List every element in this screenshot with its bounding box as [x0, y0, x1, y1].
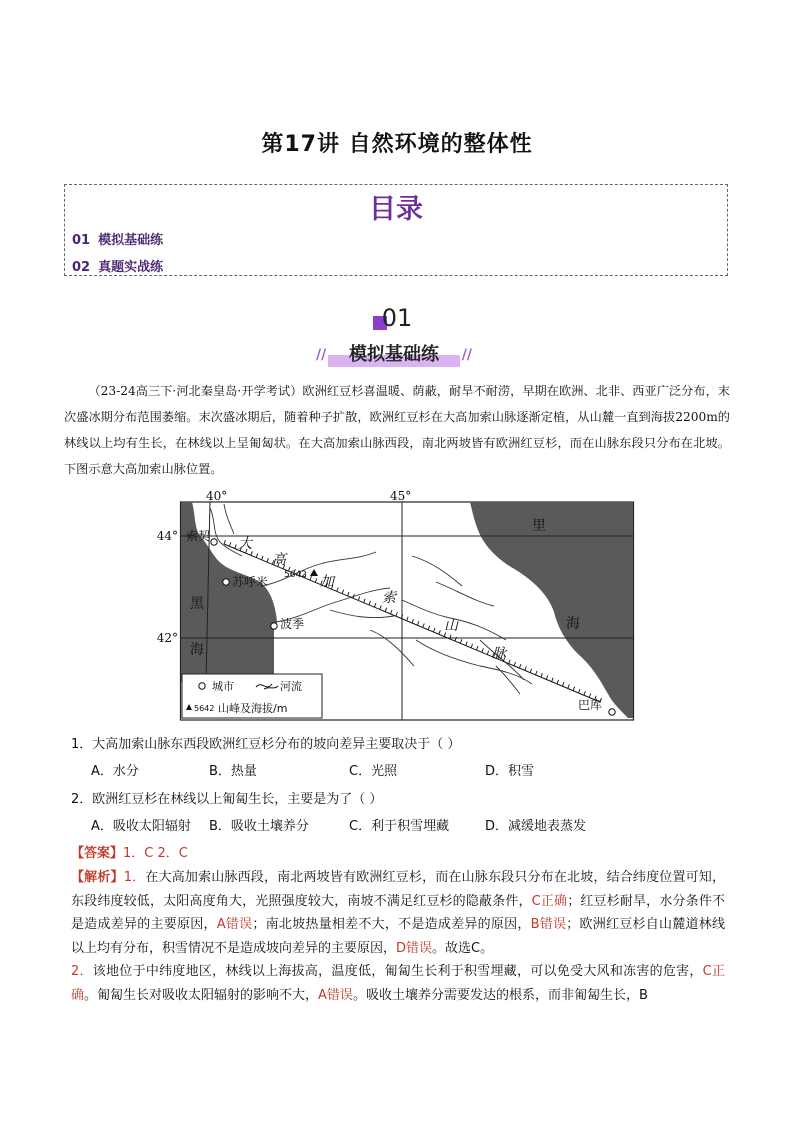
analysis-text: 在大高加索山脉西段，南北两坡皆有欧洲红豆杉，而在山脉东段只分布在北坡，结合纬度位置可知，东段纬度较低，太阳高度角大，光照强度较大，南坡不满足红豆杉的隐蔽条件， [71, 870, 725, 909]
analysis-text: 。故选C。 [432, 940, 494, 956]
analysis-verdict: A错误 [216, 917, 253, 932]
map-legend [182, 674, 322, 718]
range-label-2: 高 [272, 552, 286, 568]
legend-river: 河流 [280, 680, 302, 693]
lat-label-42: 42° [156, 631, 178, 645]
analysis-verdict: C正确 [71, 964, 725, 1003]
answer-line [71, 842, 188, 861]
analysis-block [71, 866, 725, 1007]
caspian-sea-label-2: 海 [566, 616, 580, 632]
toc-item-label: 模拟基础练 [98, 233, 164, 248]
lon-label-40: 40° [206, 489, 228, 503]
analysis-text: ；南北坡热量相差不大，不是造成差异的原因， [252, 917, 531, 932]
analysis-text: 该地位于中纬度地区，林线以上海拔高，温度低，匍匐生长利于积雪埋藏，可以免受大风和冻害的危害， [92, 964, 703, 979]
caspian-sea-label-1: 里 [532, 518, 546, 534]
question-1-option-a[interactable]: A．水分 [91, 764, 139, 779]
lon-label-45: 45° [390, 489, 412, 503]
caucasus-map [156, 489, 634, 722]
black-sea-label-1: 黑 [190, 596, 204, 612]
section-number: 01 [381, 304, 413, 332]
analysis-verdict: D错误 [396, 940, 433, 956]
range-label-6: 脉 [492, 646, 506, 662]
analysis-tag: 【解析】 [71, 870, 124, 885]
section-label: 模拟基础练 [349, 344, 439, 365]
table-of-contents [64, 184, 728, 276]
reading-passage: （23-24高三下·河北秦皇岛·开学考试）欧洲红豆杉喜温暖、荫蔽，耐旱不耐涝，早期在欧洲、北非、西亚广泛分布，末次盛冰期分布范围萎缩。末次盛冰期后，随着种子扩散，欧洲红豆杉在大高加索山脉逐渐定植，从山麓一直到海拔2200m的林线以上均有生长，在林线以上呈匍匐状。在大高加索山脉西段，南北两坡皆有欧洲红豆杉，而在山脉东段只分布在北坡。下图示意大高加索山脉位置。 [64, 384, 730, 476]
peak-label: 5642 [284, 570, 307, 580]
black-sea-label-2: 海 [190, 642, 204, 658]
analysis-verdict: A错误 [318, 987, 353, 1003]
analysis-num-1: 1． [123, 870, 146, 885]
banner-slash-left: // [316, 347, 327, 363]
analysis-text: ；红豆杉耐旱，水分条件不是造成差异的主要原因， [71, 893, 725, 932]
legend-city: 城市 [212, 680, 234, 693]
question-1-option-c[interactable]: C．光照 [349, 764, 398, 779]
city-baku [609, 709, 615, 715]
city-label-sochi: 索契 [186, 529, 211, 543]
toc-item-number: 01 [72, 233, 91, 248]
toc-heading: 目录 [369, 194, 423, 225]
city-sochi [211, 539, 217, 545]
analysis-verdict: B错误 [530, 917, 567, 932]
section-banner [314, 339, 474, 369]
question-2: 2．欧洲红豆杉在林线以上匍匐生长，主要是为了（ ） [71, 792, 383, 807]
question-2-option-b[interactable]: B．吸收土壤养分 [209, 819, 309, 834]
lat-label-44: 44° [156, 529, 178, 543]
analysis-num-2: 2． [71, 964, 93, 979]
range-label-4: 索 [382, 590, 396, 606]
analysis-verdict: C正确 [531, 893, 568, 909]
analysis-text: 。吸收土壤养分需要发达的根系，而非匍匐生长，B [352, 987, 648, 1003]
city-sukhumi [223, 579, 229, 585]
toc-item-real-exam[interactable] [72, 256, 163, 275]
analysis-text: ；欧洲红豆杉自山麓道林线以上均有分布，积雪情况不是造成坡向差异的主要原因， [71, 917, 725, 956]
question-2-option-a[interactable]: A．吸收太阳辐射 [91, 819, 191, 834]
page-title: 第17讲 自然环境的整体性 [261, 132, 533, 157]
analysis-paragraph-2 [71, 960, 725, 1007]
legend-peak: 山峰及海拔/m [218, 702, 288, 715]
legend-peak-value: 5642 [194, 704, 215, 713]
range-label-5: 山 [444, 618, 458, 634]
banner-slash-right: // [461, 347, 472, 363]
city-label-poti: 波季 [280, 617, 305, 631]
question-2-option-d[interactable]: D．减缓地表蒸发 [485, 819, 587, 834]
city-label-baku: 巴库 [578, 698, 603, 712]
range-label-3: 加 [320, 574, 334, 590]
city-label-sukhumi: 苏呼米 [232, 575, 269, 589]
question-1-option-d[interactable]: D．积雪 [485, 764, 535, 779]
answer-text: 1．C 2．C [123, 846, 188, 861]
toc-item-number: 02 [72, 260, 91, 275]
toc-item-simulation[interactable] [72, 229, 163, 248]
toc-item-label: 真题实战练 [98, 260, 164, 275]
question-1: 1．大高加索山脉东西段欧洲红豆杉分布的坡向差异主要取决于（ ） [71, 737, 461, 752]
city-poti [271, 623, 277, 629]
analysis-paragraph-1 [71, 866, 725, 960]
question-1-option-b[interactable]: B．热量 [209, 764, 257, 779]
analysis-text: 。匍匐生长对吸收太阳辐射的影响不大， [84, 987, 319, 1003]
answer-tag: 【答案】 [71, 846, 124, 861]
question-2-option-c[interactable]: C．利于积雪埋藏 [349, 819, 450, 834]
range-label-1: 大 [238, 536, 252, 552]
